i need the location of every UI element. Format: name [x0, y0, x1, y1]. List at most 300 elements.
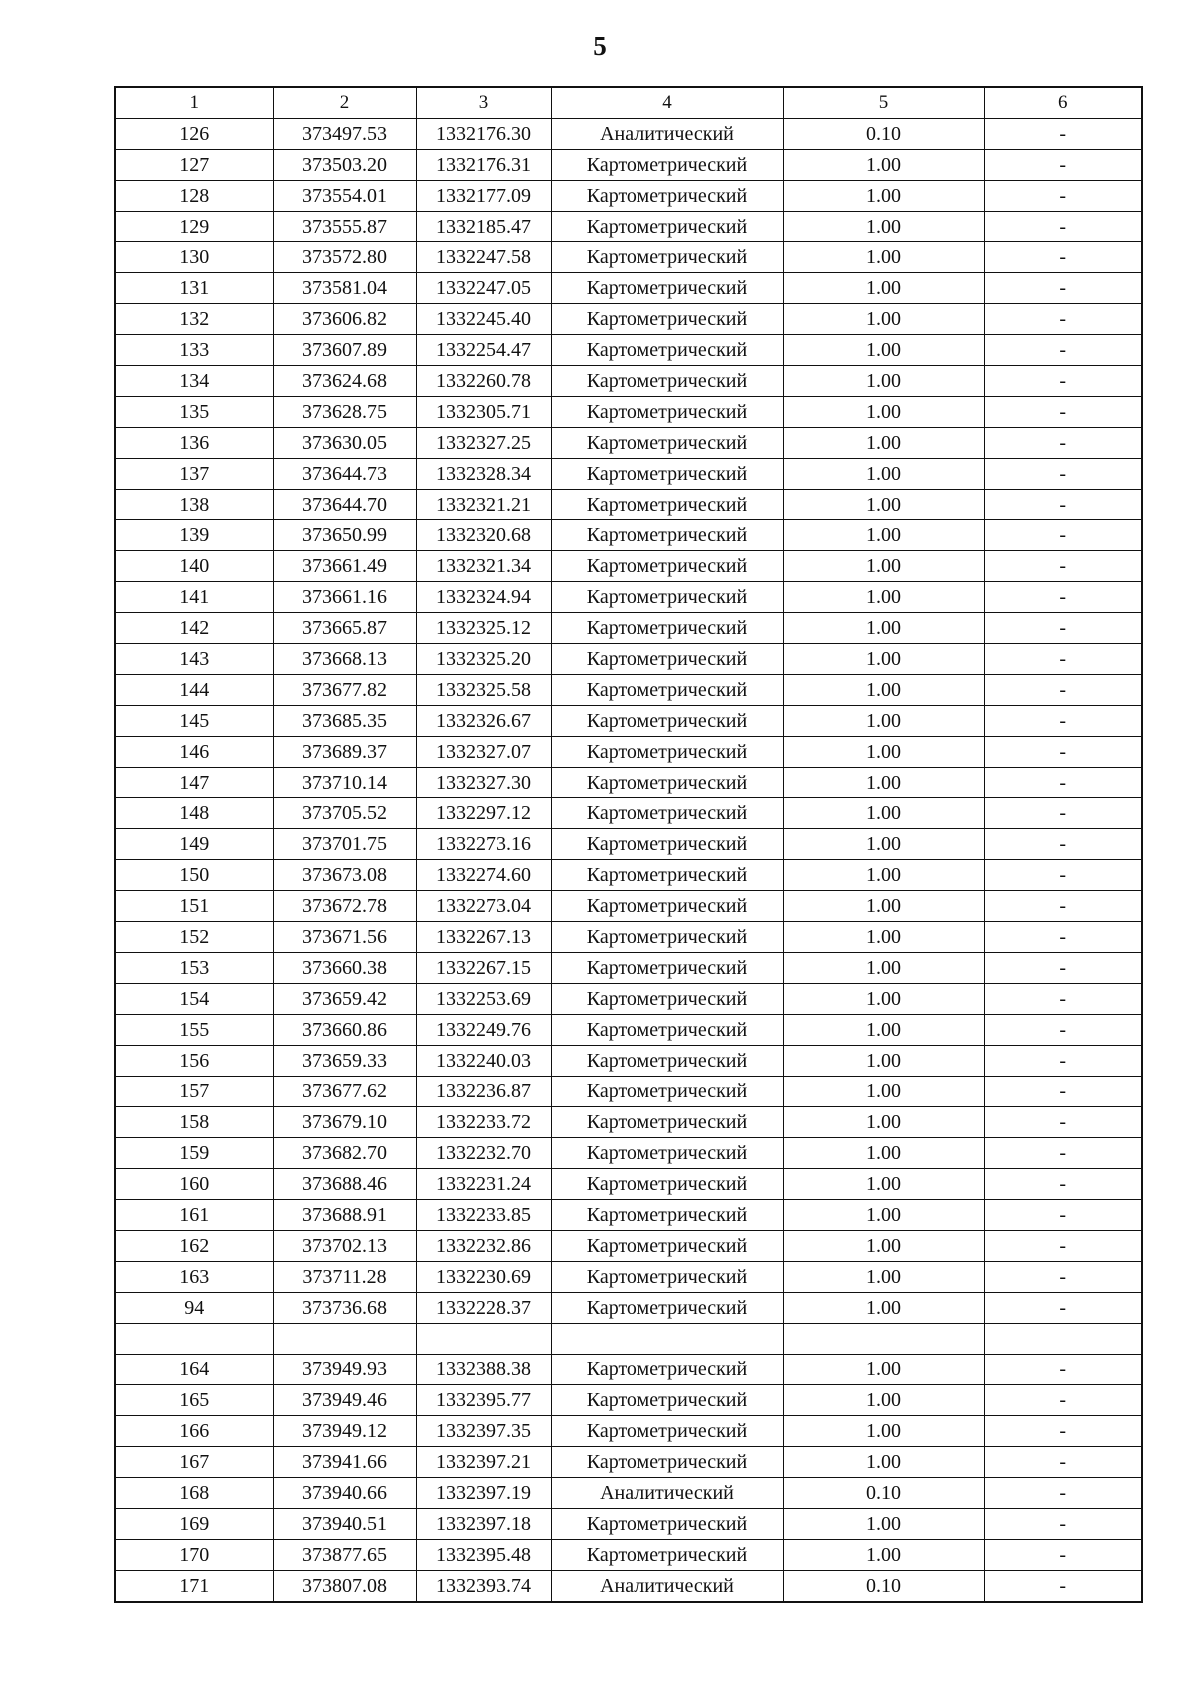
- x-coordinate-cell: 373685.35: [273, 705, 416, 736]
- description-cell: -: [984, 304, 1142, 335]
- header-cell: 5: [783, 87, 984, 118]
- description-cell: -: [984, 705, 1142, 736]
- y-coordinate-cell: 1332327.25: [416, 427, 551, 458]
- method-cell: Картометрический: [551, 1292, 783, 1323]
- y-coordinate-cell: 1332297.12: [416, 798, 551, 829]
- method-cell: Картометрический: [551, 1385, 783, 1416]
- description-cell: -: [984, 551, 1142, 582]
- description-cell: -: [984, 1447, 1142, 1478]
- table-row: [115, 1323, 1142, 1354]
- header-cell: 4: [551, 87, 783, 118]
- description-cell: -: [984, 1539, 1142, 1570]
- accuracy-cell: 1.00: [783, 644, 984, 675]
- table-row: [115, 767, 1142, 798]
- x-coordinate-cell: 373682.70: [273, 1138, 416, 1169]
- x-coordinate-cell: [273, 1323, 416, 1354]
- method-cell: Картометрический: [551, 1230, 783, 1261]
- point-number-cell: 171: [115, 1570, 273, 1601]
- method-cell: Картометрический: [551, 582, 783, 613]
- accuracy-cell: 1.00: [783, 705, 984, 736]
- description-cell: -: [984, 829, 1142, 860]
- x-coordinate-cell: 373677.82: [273, 674, 416, 705]
- x-coordinate-cell: 373701.75: [273, 829, 416, 860]
- x-coordinate-cell: 373572.80: [273, 242, 416, 273]
- description-cell: -: [984, 149, 1142, 180]
- x-coordinate-cell: 373941.66: [273, 1447, 416, 1478]
- coordinates-table-container: [114, 86, 1143, 1603]
- accuracy-cell: 1.00: [783, 1354, 984, 1385]
- x-coordinate-cell: 373555.87: [273, 211, 416, 242]
- method-cell: Картометрический: [551, 149, 783, 180]
- x-coordinate-cell: 373660.86: [273, 1014, 416, 1045]
- description-cell: -: [984, 1200, 1142, 1231]
- table-row: [115, 520, 1142, 551]
- x-coordinate-cell: 373807.08: [273, 1570, 416, 1601]
- x-coordinate-cell: 373711.28: [273, 1261, 416, 1292]
- table-row: [115, 396, 1142, 427]
- method-cell: Картометрический: [551, 366, 783, 397]
- table-row: [115, 211, 1142, 242]
- table-row: [115, 458, 1142, 489]
- accuracy-cell: 1.00: [783, 1508, 984, 1539]
- method-cell: Картометрический: [551, 1045, 783, 1076]
- y-coordinate-cell: [416, 1323, 551, 1354]
- description-cell: -: [984, 1014, 1142, 1045]
- table-row: [115, 983, 1142, 1014]
- table-row: [115, 829, 1142, 860]
- x-coordinate-cell: 373581.04: [273, 273, 416, 304]
- y-coordinate-cell: 1332254.47: [416, 335, 551, 366]
- description-cell: -: [984, 613, 1142, 644]
- table-row: [115, 551, 1142, 582]
- y-coordinate-cell: 1332274.60: [416, 860, 551, 891]
- y-coordinate-cell: 1332273.16: [416, 829, 551, 860]
- point-number-cell: 134: [115, 366, 273, 397]
- accuracy-cell: 1.00: [783, 613, 984, 644]
- accuracy-cell: 1.00: [783, 983, 984, 1014]
- description-cell: -: [984, 860, 1142, 891]
- y-coordinate-cell: 1332320.68: [416, 520, 551, 551]
- method-cell: Картометрический: [551, 458, 783, 489]
- x-coordinate-cell: 373630.05: [273, 427, 416, 458]
- table-row: [115, 952, 1142, 983]
- table-row: [115, 1447, 1142, 1478]
- point-number-cell: 137: [115, 458, 273, 489]
- method-cell: Картометрический: [551, 1508, 783, 1539]
- x-coordinate-cell: 373705.52: [273, 798, 416, 829]
- point-number-cell: 152: [115, 922, 273, 953]
- y-coordinate-cell: 1332267.15: [416, 952, 551, 983]
- method-cell: Аналитический: [551, 1570, 783, 1601]
- accuracy-cell: 1.00: [783, 304, 984, 335]
- description-cell: -: [984, 242, 1142, 273]
- x-coordinate-cell: 373628.75: [273, 396, 416, 427]
- point-number-cell: 160: [115, 1169, 273, 1200]
- description-cell: -: [984, 1570, 1142, 1601]
- accuracy-cell: 1.00: [783, 180, 984, 211]
- x-coordinate-cell: 373689.37: [273, 736, 416, 767]
- table-row: [115, 582, 1142, 613]
- description-cell: [984, 1323, 1142, 1354]
- x-coordinate-cell: 373677.62: [273, 1076, 416, 1107]
- accuracy-cell: 1.00: [783, 767, 984, 798]
- description-cell: -: [984, 366, 1142, 397]
- x-coordinate-cell: 373644.70: [273, 489, 416, 520]
- description-cell: -: [984, 273, 1142, 304]
- description-cell: -: [984, 427, 1142, 458]
- description-cell: -: [984, 1416, 1142, 1447]
- y-coordinate-cell: 1332328.34: [416, 458, 551, 489]
- table-row: [115, 1045, 1142, 1076]
- method-cell: Картометрический: [551, 891, 783, 922]
- table-row: [115, 1292, 1142, 1323]
- y-coordinate-cell: 1332176.30: [416, 118, 551, 149]
- point-number-cell: 165: [115, 1385, 273, 1416]
- description-cell: -: [984, 1261, 1142, 1292]
- description-cell: -: [984, 644, 1142, 675]
- header-cell: 3: [416, 87, 551, 118]
- y-coordinate-cell: 1332267.13: [416, 922, 551, 953]
- method-cell: Картометрический: [551, 1107, 783, 1138]
- y-coordinate-cell: 1332233.85: [416, 1200, 551, 1231]
- accuracy-cell: 1.00: [783, 1230, 984, 1261]
- description-cell: -: [984, 1045, 1142, 1076]
- table-row: [115, 1014, 1142, 1045]
- description-cell: -: [984, 798, 1142, 829]
- y-coordinate-cell: 1332326.67: [416, 705, 551, 736]
- x-coordinate-cell: 373672.78: [273, 891, 416, 922]
- accuracy-cell: 1.00: [783, 1385, 984, 1416]
- x-coordinate-cell: 373644.73: [273, 458, 416, 489]
- method-cell: Картометрический: [551, 1014, 783, 1045]
- method-cell: Картометрический: [551, 180, 783, 211]
- method-cell: Картометрический: [551, 242, 783, 273]
- x-coordinate-cell: 373702.13: [273, 1230, 416, 1261]
- accuracy-cell: 0.10: [783, 1478, 984, 1509]
- x-coordinate-cell: 373679.10: [273, 1107, 416, 1138]
- x-coordinate-cell: 373606.82: [273, 304, 416, 335]
- point-number-cell: 170: [115, 1539, 273, 1570]
- accuracy-cell: 1.00: [783, 1169, 984, 1200]
- accuracy-cell: 1.00: [783, 1261, 984, 1292]
- table-row: [115, 489, 1142, 520]
- y-coordinate-cell: 1332176.31: [416, 149, 551, 180]
- point-number-cell: 130: [115, 242, 273, 273]
- point-number-cell: 131: [115, 273, 273, 304]
- accuracy-cell: 1.00: [783, 1138, 984, 1169]
- point-number-cell: 126: [115, 118, 273, 149]
- page-number: 5: [593, 31, 607, 61]
- accuracy-cell: 1.00: [783, 335, 984, 366]
- point-number-cell: 129: [115, 211, 273, 242]
- description-cell: -: [984, 674, 1142, 705]
- table-row: [115, 1138, 1142, 1169]
- method-cell: Картометрический: [551, 396, 783, 427]
- method-cell: Картометрический: [551, 1539, 783, 1570]
- x-coordinate-cell: 373665.87: [273, 613, 416, 644]
- method-cell: Картометрический: [551, 520, 783, 551]
- point-number-cell: 94: [115, 1292, 273, 1323]
- point-number-cell: 128: [115, 180, 273, 211]
- description-cell: -: [984, 1076, 1142, 1107]
- y-coordinate-cell: 1332327.07: [416, 736, 551, 767]
- header-cell: 1: [115, 87, 273, 118]
- y-coordinate-cell: 1332395.77: [416, 1385, 551, 1416]
- description-cell: -: [984, 180, 1142, 211]
- accuracy-cell: 1.00: [783, 674, 984, 705]
- table-row: [115, 149, 1142, 180]
- x-coordinate-cell: 373940.51: [273, 1508, 416, 1539]
- table-row: [115, 736, 1142, 767]
- y-coordinate-cell: 1332231.24: [416, 1169, 551, 1200]
- table-row: [115, 242, 1142, 273]
- method-cell: Аналитический: [551, 1478, 783, 1509]
- y-coordinate-cell: 1332247.58: [416, 242, 551, 273]
- method-cell: Картометрический: [551, 613, 783, 644]
- accuracy-cell: 1.00: [783, 242, 984, 273]
- point-number-cell: 169: [115, 1508, 273, 1539]
- description-cell: -: [984, 1478, 1142, 1509]
- y-coordinate-cell: 1332249.76: [416, 1014, 551, 1045]
- accuracy-cell: 1.00: [783, 1045, 984, 1076]
- description-cell: -: [984, 489, 1142, 520]
- y-coordinate-cell: 1332185.47: [416, 211, 551, 242]
- accuracy-cell: 1.00: [783, 860, 984, 891]
- accuracy-cell: 1.00: [783, 366, 984, 397]
- point-number-cell: 155: [115, 1014, 273, 1045]
- table-row: [115, 1478, 1142, 1509]
- y-coordinate-cell: 1332395.48: [416, 1539, 551, 1570]
- description-cell: -: [984, 458, 1142, 489]
- method-cell: Картометрический: [551, 767, 783, 798]
- point-number-cell: 132: [115, 304, 273, 335]
- accuracy-cell: 1.00: [783, 952, 984, 983]
- description-cell: -: [984, 952, 1142, 983]
- point-number-cell: 136: [115, 427, 273, 458]
- y-coordinate-cell: 1332305.71: [416, 396, 551, 427]
- method-cell: Картометрический: [551, 273, 783, 304]
- coordinates-table: [114, 86, 1143, 1603]
- point-number-cell: 156: [115, 1045, 273, 1076]
- description-cell: -: [984, 1292, 1142, 1323]
- point-number-cell: 140: [115, 551, 273, 582]
- accuracy-cell: 1.00: [783, 211, 984, 242]
- point-number-cell: 127: [115, 149, 273, 180]
- x-coordinate-cell: 373607.89: [273, 335, 416, 366]
- accuracy-cell: 1.00: [783, 551, 984, 582]
- table-row: [115, 1107, 1142, 1138]
- point-number-cell: 138: [115, 489, 273, 520]
- accuracy-cell: 1.00: [783, 273, 984, 304]
- y-coordinate-cell: 1332325.20: [416, 644, 551, 675]
- point-number-cell: 141: [115, 582, 273, 613]
- y-coordinate-cell: 1332324.94: [416, 582, 551, 613]
- point-number-cell: 154: [115, 983, 273, 1014]
- description-cell: -: [984, 335, 1142, 366]
- point-number-cell: 163: [115, 1261, 273, 1292]
- x-coordinate-cell: 373673.08: [273, 860, 416, 891]
- y-coordinate-cell: 1332397.35: [416, 1416, 551, 1447]
- point-number-cell: 164: [115, 1354, 273, 1385]
- method-cell: Картометрический: [551, 860, 783, 891]
- accuracy-cell: 1.00: [783, 1292, 984, 1323]
- table-row: [115, 273, 1142, 304]
- accuracy-cell: 1.00: [783, 922, 984, 953]
- y-coordinate-cell: 1332240.03: [416, 1045, 551, 1076]
- method-cell: Картометрический: [551, 1169, 783, 1200]
- x-coordinate-cell: 373659.42: [273, 983, 416, 1014]
- header-cell: 6: [984, 87, 1142, 118]
- table-row: [115, 1416, 1142, 1447]
- x-coordinate-cell: 373949.12: [273, 1416, 416, 1447]
- accuracy-cell: 1.00: [783, 396, 984, 427]
- method-cell: Картометрический: [551, 1076, 783, 1107]
- table-row: [115, 891, 1142, 922]
- method-cell: Аналитический: [551, 118, 783, 149]
- x-coordinate-cell: 373949.46: [273, 1385, 416, 1416]
- method-cell: Картометрический: [551, 952, 783, 983]
- accuracy-cell: 1.00: [783, 829, 984, 860]
- point-number-cell: 168: [115, 1478, 273, 1509]
- y-coordinate-cell: 1332177.09: [416, 180, 551, 211]
- method-cell: Картометрический: [551, 705, 783, 736]
- table-row: [115, 705, 1142, 736]
- description-cell: -: [984, 1354, 1142, 1385]
- method-cell: Картометрический: [551, 1416, 783, 1447]
- x-coordinate-cell: 373668.13: [273, 644, 416, 675]
- accuracy-cell: 1.00: [783, 582, 984, 613]
- y-coordinate-cell: 1332273.04: [416, 891, 551, 922]
- table-row: [115, 304, 1142, 335]
- description-cell: -: [984, 582, 1142, 613]
- x-coordinate-cell: 373503.20: [273, 149, 416, 180]
- description-cell: -: [984, 1138, 1142, 1169]
- description-cell: -: [984, 1169, 1142, 1200]
- description-cell: -: [984, 1107, 1142, 1138]
- x-coordinate-cell: 373949.93: [273, 1354, 416, 1385]
- y-coordinate-cell: 1332260.78: [416, 366, 551, 397]
- accuracy-cell: 1.00: [783, 149, 984, 180]
- accuracy-cell: 1.00: [783, 891, 984, 922]
- table-row: [115, 613, 1142, 644]
- y-coordinate-cell: 1332393.74: [416, 1570, 551, 1601]
- y-coordinate-cell: 1332247.05: [416, 273, 551, 304]
- method-cell: Картометрический: [551, 983, 783, 1014]
- accuracy-cell: 1.00: [783, 798, 984, 829]
- point-number-cell: 133: [115, 335, 273, 366]
- x-coordinate-cell: 373554.01: [273, 180, 416, 211]
- y-coordinate-cell: 1332232.70: [416, 1138, 551, 1169]
- y-coordinate-cell: 1332325.12: [416, 613, 551, 644]
- method-cell: Картометрический: [551, 335, 783, 366]
- description-cell: -: [984, 767, 1142, 798]
- x-coordinate-cell: 373661.16: [273, 582, 416, 613]
- method-cell: Картометрический: [551, 551, 783, 582]
- table-row: [115, 860, 1142, 891]
- y-coordinate-cell: 1332325.58: [416, 674, 551, 705]
- point-number-cell: 167: [115, 1447, 273, 1478]
- point-number-cell: 143: [115, 644, 273, 675]
- method-cell: Картометрический: [551, 427, 783, 458]
- description-cell: -: [984, 1508, 1142, 1539]
- table-row: [115, 1230, 1142, 1261]
- accuracy-cell: 1.00: [783, 1539, 984, 1570]
- x-coordinate-cell: 373624.68: [273, 366, 416, 397]
- accuracy-cell: 1.00: [783, 736, 984, 767]
- method-cell: Картометрический: [551, 798, 783, 829]
- x-coordinate-cell: 373671.56: [273, 922, 416, 953]
- y-coordinate-cell: 1332388.38: [416, 1354, 551, 1385]
- accuracy-cell: 0.10: [783, 118, 984, 149]
- method-cell: Картометрический: [551, 922, 783, 953]
- point-number-cell: 139: [115, 520, 273, 551]
- table-row: [115, 1385, 1142, 1416]
- point-number-cell: 153: [115, 952, 273, 983]
- x-coordinate-cell: 373650.99: [273, 520, 416, 551]
- method-cell: Картометрический: [551, 304, 783, 335]
- x-coordinate-cell: 373659.33: [273, 1045, 416, 1076]
- table-row: [115, 1570, 1142, 1601]
- table-row: [115, 118, 1142, 149]
- point-number-cell: 144: [115, 674, 273, 705]
- table-row: [115, 644, 1142, 675]
- table-row: [115, 1508, 1142, 1539]
- method-cell: Картометрический: [551, 829, 783, 860]
- point-number-cell: 148: [115, 798, 273, 829]
- point-number-cell: 162: [115, 1230, 273, 1261]
- x-coordinate-cell: 373877.65: [273, 1539, 416, 1570]
- y-coordinate-cell: 1332253.69: [416, 983, 551, 1014]
- description-cell: -: [984, 211, 1142, 242]
- y-coordinate-cell: 1332321.21: [416, 489, 551, 520]
- table-row: [115, 674, 1142, 705]
- description-cell: -: [984, 983, 1142, 1014]
- x-coordinate-cell: 373736.68: [273, 1292, 416, 1323]
- point-number-cell: 158: [115, 1107, 273, 1138]
- y-coordinate-cell: 1332233.72: [416, 1107, 551, 1138]
- header-cell: 2: [273, 87, 416, 118]
- table-row: [115, 366, 1142, 397]
- table-row: [115, 1261, 1142, 1292]
- point-number-cell: [115, 1323, 273, 1354]
- y-coordinate-cell: 1332228.37: [416, 1292, 551, 1323]
- description-cell: -: [984, 736, 1142, 767]
- description-cell: -: [984, 520, 1142, 551]
- point-number-cell: 161: [115, 1200, 273, 1231]
- y-coordinate-cell: 1332327.30: [416, 767, 551, 798]
- table-row: [115, 1076, 1142, 1107]
- method-cell: Картометрический: [551, 489, 783, 520]
- method-cell: Картометрический: [551, 1447, 783, 1478]
- description-cell: -: [984, 922, 1142, 953]
- accuracy-cell: 1.00: [783, 427, 984, 458]
- x-coordinate-cell: 373710.14: [273, 767, 416, 798]
- point-number-cell: 149: [115, 829, 273, 860]
- point-number-cell: 150: [115, 860, 273, 891]
- table-row: [115, 1169, 1142, 1200]
- y-coordinate-cell: 1332232.86: [416, 1230, 551, 1261]
- method-cell: Картометрический: [551, 644, 783, 675]
- y-coordinate-cell: 1332230.69: [416, 1261, 551, 1292]
- point-number-cell: 145: [115, 705, 273, 736]
- method-cell: [551, 1323, 783, 1354]
- point-number-cell: 157: [115, 1076, 273, 1107]
- accuracy-cell: [783, 1323, 984, 1354]
- accuracy-cell: 1.00: [783, 1200, 984, 1231]
- accuracy-cell: 1.00: [783, 1416, 984, 1447]
- point-number-cell: 142: [115, 613, 273, 644]
- table-header-row: [115, 87, 1142, 118]
